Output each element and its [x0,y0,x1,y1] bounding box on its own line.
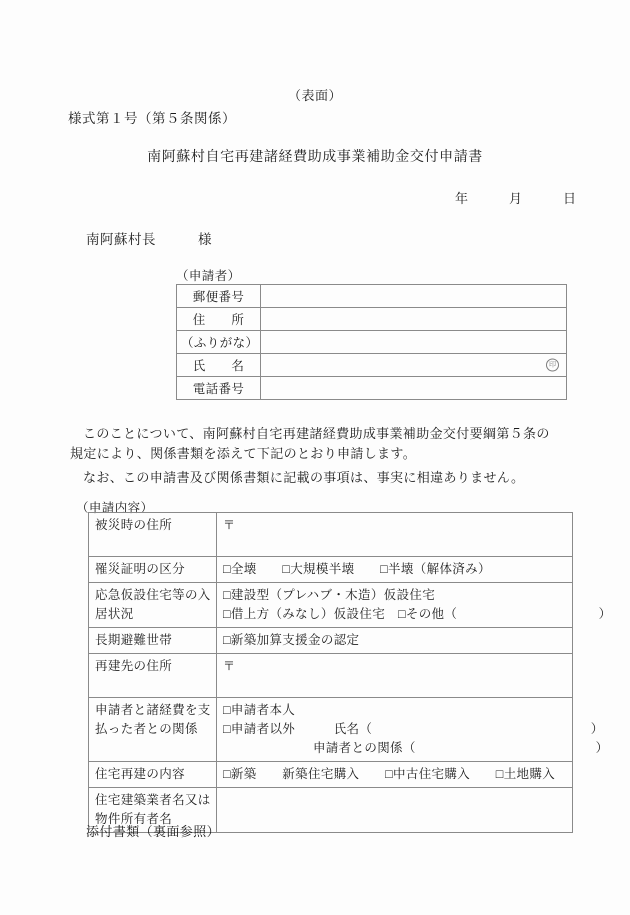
form-number: 様式第１号（第５条関係） [68,111,236,126]
table-row [89,654,573,698]
content-label-damage-certificate: 罹災証明の区分 [89,557,217,583]
table-row [177,285,567,308]
applicant-label-postal-code: 郵便番号 [177,285,261,308]
applicant-field-phone[interactable] [261,377,567,400]
content-field-payer-relationship[interactable] [217,698,609,762]
table-row [177,331,567,354]
postal-mark-icon: 〒 [223,659,236,673]
content-label-long-term-evacuation: 長期避難世帯 [89,628,217,654]
applicant-label-name: 氏 名 [177,354,261,377]
applicant-field-postal-code[interactable] [261,285,567,308]
table-row [177,308,567,331]
applicant-field-name[interactable] [261,354,567,377]
seal-stamp-icon: 印 [546,359,559,372]
attachment-note: 添付書類（裏面参照） [86,824,221,839]
body-paragraph-1: このことについて、南阿蘇村自宅再建諸経費助成事業補助金交付要綱第５条の規定により、関係書類を添えて下記のとおり申請します。 [70,426,550,461]
content-field-disaster-address[interactable] [217,513,573,557]
page-side-label: （表面） [287,88,342,103]
checkbox-group-rebuild-type[interactable]: □新築 新築住宅購入 □中古住宅購入 □土地購入 [223,767,556,781]
applicant-label-furigana: （ふりがな） [177,331,261,354]
content-field-builder-or-owner[interactable] [217,788,573,833]
addressee: 南阿蘇村長 様 [86,232,212,247]
content-label-disaster-address: 被災時の住所 [89,513,217,557]
applicant-section-caption: （申請者） [176,269,241,283]
field-relationship-to-applicant[interactable]: 申請者との関係（ ） [223,741,609,755]
application-content-table [88,512,612,833]
content-label-payer-relationship: 申請者と諸経費を支払った者との関係 [89,698,217,762]
content-field-temporary-housing[interactable] [217,583,612,628]
content-label-builder-or-owner: 住宅建築業者名又は物件所有者名 [89,788,217,833]
checkbox-option-constructed-housing[interactable]: □建設型（プレハブ・木造）仮設住宅 [223,588,436,602]
content-label-rebuild-address: 再建先の住所 [89,654,217,698]
table-row [177,354,567,377]
content-label-rebuild-type: 住宅再建の内容 [89,762,217,788]
checkbox-group-damage-level[interactable]: □全壊 □大規模半壊 □半壊（解体済み） [223,562,491,576]
body-paragraph-2: なお、この申請書及び関係書類に記載の事項は、事実に相違ありません。 [83,470,525,485]
content-field-rebuild-address[interactable] [217,654,573,698]
table-row [89,557,573,583]
applicant-field-furigana[interactable] [261,331,567,354]
applicant-table [176,284,567,400]
applicant-field-address[interactable] [261,308,567,331]
applicant-label-phone: 電話番号 [177,377,261,400]
table-row [177,377,567,400]
content-field-rebuild-type[interactable] [217,762,573,788]
date-line: 年 月 日 [455,191,577,206]
checkbox-option-applicant-self[interactable]: □申請者本人 [223,703,296,717]
table-row [89,628,573,654]
content-label-temporary-housing: 応急仮設住宅等の入居状況 [89,583,217,628]
table-row [89,513,573,557]
content-field-long-term-evacuation[interactable] [217,628,573,654]
table-row [89,583,573,628]
applicant-label-address: 住 所 [177,308,261,331]
checkbox-option-newbuild-grant[interactable]: □新築加算支援金の認定 [223,633,360,647]
table-row [89,762,573,788]
page-title: 南阿蘇村自宅再建諸経費助成事業補助金交付申請書 [147,150,483,165]
content-field-damage-certificate[interactable] [217,557,573,583]
checkbox-option-rented-housing[interactable]: □借上方（みなし）仮設住宅 □その他（ ） [223,607,612,621]
checkbox-option-other-person-name[interactable]: □申請者以外 氏名（ ） [223,722,604,736]
postal-mark-icon: 〒 [223,518,236,532]
content-section-caption: （申請内容） [76,501,154,515]
table-row [89,698,573,762]
